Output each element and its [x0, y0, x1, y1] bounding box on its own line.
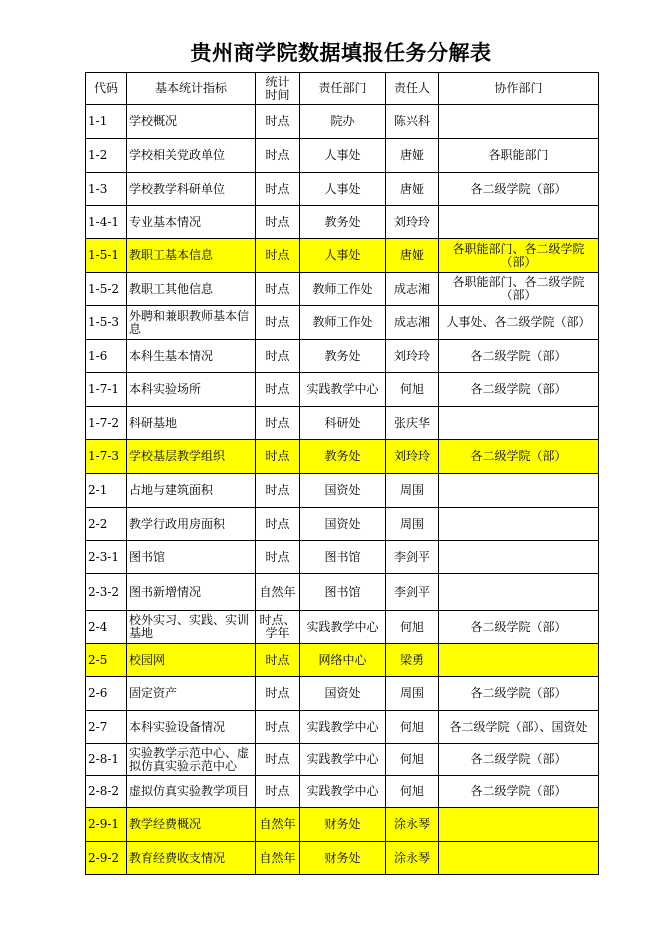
- indicator-cell: 固定资产: [127, 677, 256, 711]
- time-cell: 时点: [256, 273, 300, 306]
- coop-cell: 人事处、各二级学院（部）: [439, 306, 599, 340]
- time-cell: 时点、学年: [256, 611, 300, 644]
- person-cell: 周围: [386, 508, 439, 541]
- code-cell: 1-4-1: [86, 206, 127, 239]
- coop-cell: 各二级学院（部）: [439, 776, 599, 808]
- person-cell: 何旭: [386, 711, 439, 744]
- indicator-cell: 教学行政用房面积: [127, 508, 256, 541]
- person-cell: 周围: [386, 474, 439, 508]
- person-cell: 唐娅: [386, 173, 439, 206]
- indicator-cell: 校外实习、实践、实训基地: [127, 611, 256, 644]
- time-cell: 时点: [256, 508, 300, 541]
- coop-cell: [439, 474, 599, 508]
- time-cell: 时点: [256, 239, 300, 273]
- indicator-cell: 教职工其他信息: [127, 273, 256, 306]
- table-row: [86, 611, 599, 644]
- table-row: [86, 139, 599, 173]
- page-title: 贵州商学院数据填报任务分解表: [190, 41, 492, 65]
- table-row: [86, 776, 599, 808]
- dept-cell: 人事处: [300, 139, 386, 173]
- table-row: [86, 644, 599, 677]
- dept-cell: 国资处: [300, 474, 386, 508]
- code-cell: 1-7-1: [86, 373, 127, 407]
- indicator-cell: 校园网: [127, 644, 256, 677]
- dept-cell: 实践教学中心: [300, 744, 386, 776]
- dept-cell: 图书馆: [300, 541, 386, 574]
- person-cell: 唐娅: [386, 239, 439, 273]
- person-cell: 何旭: [386, 611, 439, 644]
- person-cell: 涂永琴: [386, 808, 439, 842]
- code-cell: 1-5-3: [86, 306, 127, 340]
- table-row: [86, 541, 599, 574]
- dept-cell: 教务处: [300, 440, 386, 474]
- person-cell: 何旭: [386, 744, 439, 776]
- indicator-cell: 教学经费概况: [127, 808, 256, 842]
- header-cell-coop: 协作部门: [439, 73, 599, 105]
- table-row: [86, 173, 599, 206]
- table-row: [86, 273, 599, 306]
- coop-cell: [439, 508, 599, 541]
- person-cell: 李剑平: [386, 574, 439, 611]
- person-cell: 张庆华: [386, 407, 439, 440]
- indicator-cell: 本科实验设备情况: [127, 711, 256, 744]
- table-row: [86, 474, 599, 508]
- code-cell: 2-9-2: [86, 842, 127, 875]
- coop-cell: 各二级学院（部）、国资处: [439, 711, 599, 744]
- indicator-cell: 学校概况: [127, 105, 256, 139]
- table-row: [86, 306, 599, 340]
- indicator-cell: 图书新增情况: [127, 574, 256, 611]
- time-cell: 时点: [256, 644, 300, 677]
- person-cell: 何旭: [386, 776, 439, 808]
- person-cell: 梁勇: [386, 644, 439, 677]
- coop-cell: 各职能部门、各二级学院（部）: [439, 273, 599, 306]
- indicator-cell: 学校基层教学组织: [127, 440, 256, 474]
- coop-cell: [439, 206, 599, 239]
- time-cell: 时点: [256, 139, 300, 173]
- coop-cell: [439, 407, 599, 440]
- table-row: [86, 407, 599, 440]
- dept-cell: 教师工作处: [300, 273, 386, 306]
- coop-cell: [439, 644, 599, 677]
- indicator-cell: 本科生基本情况: [127, 340, 256, 373]
- table-row: [86, 206, 599, 239]
- code-cell: 2-7: [86, 711, 127, 744]
- indicator-cell: 本科实验场所: [127, 373, 256, 407]
- time-cell: 时点: [256, 373, 300, 407]
- table-row: [86, 239, 599, 273]
- dept-cell: 教务处: [300, 340, 386, 373]
- dept-cell: 人事处: [300, 173, 386, 206]
- code-cell: 1-3: [86, 173, 127, 206]
- coop-cell: [439, 105, 599, 139]
- coop-cell: 各职能部门: [439, 139, 599, 173]
- time-cell: 时点: [256, 173, 300, 206]
- person-cell: 李剑平: [386, 541, 439, 574]
- table-row: [86, 373, 599, 407]
- code-cell: 2-1: [86, 474, 127, 508]
- indicator-cell: 虚拟仿真实验教学项目: [127, 776, 256, 808]
- code-cell: 1-5-2: [86, 273, 127, 306]
- table-row: [86, 574, 599, 611]
- header-cell-code: 代码: [86, 73, 127, 105]
- coop-cell: 各二级学院（部）: [439, 611, 599, 644]
- code-cell: 2-6: [86, 677, 127, 711]
- person-cell: 何旭: [386, 373, 439, 407]
- table-row: [86, 744, 599, 776]
- time-cell: 自然年: [256, 842, 300, 875]
- dept-cell: 国资处: [300, 508, 386, 541]
- coop-cell: [439, 574, 599, 611]
- code-cell: 2-3-1: [86, 541, 127, 574]
- code-cell: 1-1: [86, 105, 127, 139]
- person-cell: 周围: [386, 677, 439, 711]
- person-cell: 陈兴科: [386, 105, 439, 139]
- task-table: [85, 72, 599, 875]
- person-cell: 成志湘: [386, 306, 439, 340]
- indicator-cell: 科研基地: [127, 407, 256, 440]
- dept-cell: 网络中心: [300, 644, 386, 677]
- table-row: [86, 508, 599, 541]
- dept-cell: 教师工作处: [300, 306, 386, 340]
- coop-cell: 各二级学院（部）: [439, 744, 599, 776]
- header-row: [86, 73, 599, 105]
- indicator-cell: 学校教学科研单位: [127, 173, 256, 206]
- table-row: [86, 340, 599, 373]
- header-cell-time: 统计时间: [256, 73, 300, 105]
- indicator-cell: 专业基本情况: [127, 206, 256, 239]
- indicator-cell: 外聘和兼职教师基本信息: [127, 306, 256, 340]
- indicator-cell: 学校相关党政单位: [127, 139, 256, 173]
- code-cell: 2-3-2: [86, 574, 127, 611]
- table-row: [86, 105, 599, 139]
- code-cell: 2-8-2: [86, 776, 127, 808]
- time-cell: 自然年: [256, 574, 300, 611]
- coop-cell: 各二级学院（部）: [439, 677, 599, 711]
- header-cell-dept: 责任部门: [300, 73, 386, 105]
- table-row: [86, 842, 599, 875]
- indicator-cell: 教育经费收支情况: [127, 842, 256, 875]
- coop-cell: [439, 842, 599, 875]
- time-cell: 时点: [256, 744, 300, 776]
- time-cell: 时点: [256, 206, 300, 239]
- dept-cell: 实践教学中心: [300, 711, 386, 744]
- coop-cell: 各二级学院（部）: [439, 373, 599, 407]
- coop-cell: 各二级学院（部）: [439, 173, 599, 206]
- coop-cell: 各二级学院（部）: [439, 340, 599, 373]
- time-cell: 时点: [256, 306, 300, 340]
- dept-cell: 实践教学中心: [300, 373, 386, 407]
- table-row: [86, 711, 599, 744]
- coop-cell: 各二级学院（部）: [439, 440, 599, 474]
- person-cell: 刘玲玲: [386, 340, 439, 373]
- code-cell: 1-7-3: [86, 440, 127, 474]
- time-cell: 时点: [256, 440, 300, 474]
- code-cell: 1-5-1: [86, 239, 127, 273]
- table-row: [86, 808, 599, 842]
- coop-cell: [439, 541, 599, 574]
- code-cell: 2-9-1: [86, 808, 127, 842]
- time-cell: 时点: [256, 407, 300, 440]
- dept-cell: 教务处: [300, 206, 386, 239]
- dept-cell: 实践教学中心: [300, 611, 386, 644]
- dept-cell: 实践教学中心: [300, 776, 386, 808]
- person-cell: 涂永琴: [386, 842, 439, 875]
- time-cell: 自然年: [256, 808, 300, 842]
- code-cell: 2-5: [86, 644, 127, 677]
- dept-cell: 院办: [300, 105, 386, 139]
- dept-cell: 国资处: [300, 677, 386, 711]
- header-cell-person: 责任人: [386, 73, 439, 105]
- code-cell: 2-2: [86, 508, 127, 541]
- code-cell: 1-6: [86, 340, 127, 373]
- table-row: [86, 677, 599, 711]
- indicator-cell: 实验教学示范中心、虚拟仿真实验示范中心: [127, 744, 256, 776]
- indicator-cell: 占地与建筑面积: [127, 474, 256, 508]
- dept-cell: 财务处: [300, 842, 386, 875]
- person-cell: 刘玲玲: [386, 206, 439, 239]
- code-cell: 1-2: [86, 139, 127, 173]
- time-cell: 时点: [256, 474, 300, 508]
- dept-cell: 科研处: [300, 407, 386, 440]
- dept-cell: 图书馆: [300, 574, 386, 611]
- dept-cell: 人事处: [300, 239, 386, 273]
- coop-cell: 各职能部门、各二级学院（部）: [439, 239, 599, 273]
- person-cell: 成志湘: [386, 273, 439, 306]
- header-cell-indicator: 基本统计指标: [127, 73, 256, 105]
- coop-cell: [439, 808, 599, 842]
- indicator-cell: 图书馆: [127, 541, 256, 574]
- indicator-cell: 教职工基本信息: [127, 239, 256, 273]
- person-cell: 刘玲玲: [386, 440, 439, 474]
- time-cell: 时点: [256, 541, 300, 574]
- code-cell: 2-8-1: [86, 744, 127, 776]
- person-cell: 唐娅: [386, 139, 439, 173]
- time-cell: 时点: [256, 677, 300, 711]
- time-cell: 时点: [256, 105, 300, 139]
- table-row: [86, 440, 599, 474]
- code-cell: 1-7-2: [86, 407, 127, 440]
- time-cell: 时点: [256, 340, 300, 373]
- time-cell: 时点: [256, 776, 300, 808]
- time-cell: 时点: [256, 711, 300, 744]
- dept-cell: 财务处: [300, 808, 386, 842]
- code-cell: 2-4: [86, 611, 127, 644]
